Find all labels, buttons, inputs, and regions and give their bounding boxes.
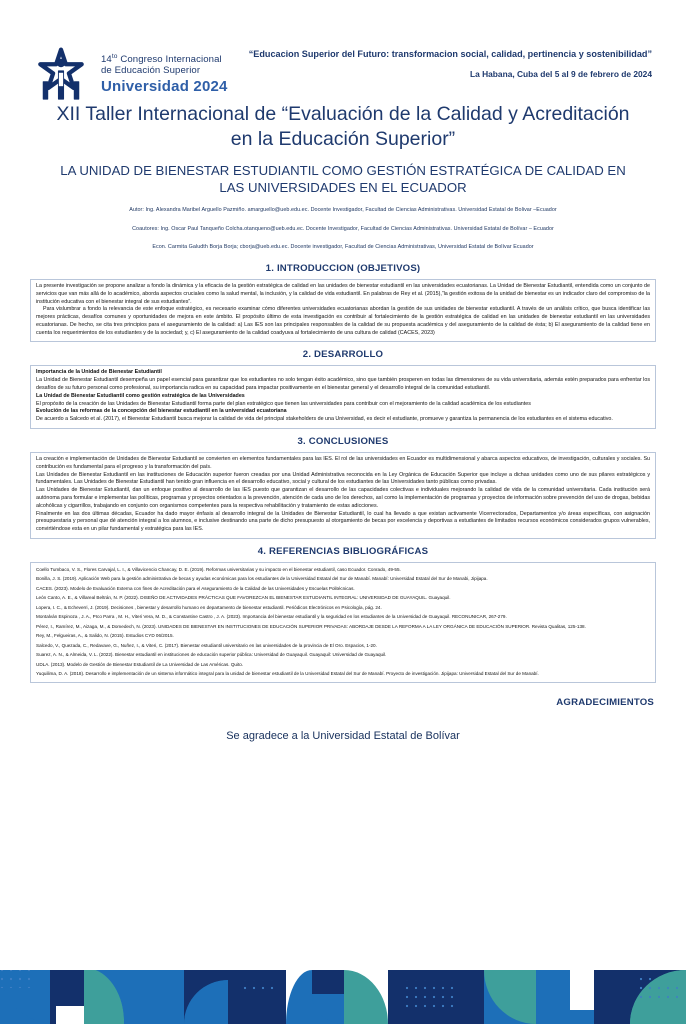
- acknowledgments-text: Se agradece a la Universidad Estatal de Bolívar: [226, 730, 460, 743]
- congress-place-date: La Habana, Cuba del 5 al 9 de febrero de 2024: [470, 69, 652, 80]
- development-body: La Unidad de Bienestar Estudiantil desempeña un papel esencial para garantizar que los estudiantes no solo tengan éxito académico, sino que también prosperen en todas las dimensiones de su vida universitaria, además estén preparados para enfrentar los desafíos de su futuro personal como profesional, su importancia radica en su capacidad para impactar positivamente en el bienestar general y el desarrollo integral de la comunidad estudiantil.: [36, 377, 650, 392]
- section-heading-introduction: 1. INTRODUCCION (OBJETIVOS): [265, 262, 421, 274]
- author-line: Econ. Carmita Galudth Borja Borja; cborja@ueb.edu.ec. Docente investigador, Facultad de Ciencias Administrativas, Universidad Estatal de Bolívar Ecuador: [152, 244, 534, 251]
- reference-item: Montalván Espinoza , J. A., PIco Parra , M. H., Viteri Vera, M. D., & Constantine Castro , J. A. (2023). Importancia del bienestar estudiantil y la seguridad en los estudiantes de la Universidad de Guayaquil. RECONUNICAR, 267-279.: [36, 614, 507, 620]
- congress-motto-block: [228, 46, 660, 79]
- reference-item: León Canto, A. E., & Villareal Beltrán, N. P. (2022). DISEÑO DE ACTIVIDADES PRÁCTICAS QUE FAVOREZCAN EL BIENESTAR ESTUDIANTIL INTEGRAL: UNIVERSIDAD DE GUAYAQUIL. Guayaquil.: [36, 595, 451, 601]
- reference-item: UDLA. (2013). Modelo de Gestión de Bienestar Estudiantil de La Universidad de Las Américas. Quito.: [36, 661, 244, 667]
- section-references: [0, 546, 686, 683]
- reference-item: Rey, M., Felgueiras, A., & Salido, N. (2015). Estudios CYD 06/2015.: [36, 633, 174, 639]
- conclusions-panel: [30, 452, 656, 539]
- poster-header: [0, 0, 686, 96]
- paper-title: LA UNIDAD DE BIENESTAR ESTUDIANTIL COMO GESTIÓN ESTRATÉGICA DE CALIDAD EN LAS UNIVERSIDADES EN EL ECUADOR: [60, 162, 626, 196]
- section-conclusions: [0, 436, 686, 539]
- congress-brand: [30, 46, 228, 102]
- reference-item: Yuquilima, D. A. (2018). Desarrollo e implementación de un sistema informático integral para la unidad de bienestar estudiantil de la Universidad Estatal del Sur de Manabí. Proyecto de investigación. Jipijapa: Universidad Estatal del Sur de Manabí.: [36, 671, 539, 677]
- development-panel: [30, 365, 656, 429]
- reference-item: Pérez, I., Ramírez, M., Aizaga, M., & Domedech, N. (2023). UNIDADES DE BIENESTAR EN INSTITUCIONES DE EDUCACIÓN SUPERIOR PRIVADAS: ABORDAJE DESDE LA REFORMA A LA LEY ORGÁNICA DE EDUCACIÓN SUPERIOR. Revista Qualitas, 125-138.: [36, 623, 586, 629]
- author-line: Coautores: Ing. Oscar Paul Tanqueño Colcha.otanqueno@ueb.edu.ec. Docente Investigador, Facultad de Ciencias Administrativas. Universidad Estatal de Bolívar – Ecuador: [132, 225, 554, 232]
- development-body: De acuerdo a Salcedo et al. (2017), el Bienestar Estudiantil busca mejorar la calidad de vida del principal stakeholders de una Universidad, es decir el estudiante, promueve y garantiza la permanencia de los estudiantes en el sistema educativo.: [36, 416, 613, 423]
- introduction-panel: [30, 279, 656, 343]
- section-heading-development: 2. DESARROLLO: [302, 349, 384, 361]
- section-development: [0, 349, 686, 429]
- conclusions-paragraph: Las Unidades de Bienestar Estudiantil en las instituciones de Educación superior fueron creadas por una Unidad Administrativa reconocida en la Ley Orgánica de Educación Superior que incluye a dichas unidades como uno de sus pilares estratégicos y fundamentales. Las Unidades de Bienestar Estudiantil han tenido gran influencia en el desarrollo educativo, social y cultural de los estudiantes de las Universidades tanto públicas como privadas.: [36, 471, 650, 486]
- workshop-title: XII Taller Internacional de “Evaluación de la Calidad y Acreditación en la Educación Superior”: [56, 103, 630, 150]
- star-person-logo-icon: [30, 46, 92, 102]
- reference-item: Salcedo, V., Quezada, C., Redavave, G., Nuñez, I., & Viteri, C. (2017). Bienestar estudiantil universitario en las universidades de la provincia de El Oro. Espacios, 1-20.: [36, 642, 377, 648]
- footer-decorative-band: [0, 950, 686, 1024]
- conclusions-paragraph: Las Unidades de Bienestar Estudiantil, dan un enfoque positivo al desarrollo de las IES puesto que garantizan el desarrollo de las capacidades colectivas e individuales mejorando la calidad de vida de la comunidad universitaria. Cada institución será autónoma para formular e implementar las políticas, programas y proyectos orientados a la prevención, atención de cada uno de los derechos, así como la implementación de programas y proyectos de información sobre prevención del uso de drogas, bebidas alcohólicas y cigarrillos, trabajando en conjunto con organismos competentes para la respectiva rehabilitación y tratamiento de estas adicciones.: [36, 487, 650, 509]
- reference-item: Suarez, A. N., & Almeida, V. L. (2022). Bienestar estudiantil en instituciones de educación superior pública: Universidad de Guayaquil. Guayaquil: Universidad de Guayaquil.: [36, 652, 387, 658]
- author-line: Autor: Ing. Alexandra Maribel Arguello Pazmiño. amarguello@ueb.edu.ec. Docente Investigador, Facultad de Ciencias Administrativas. Universidad Estatal de Bolivar –Ecuador: [129, 207, 557, 214]
- authors-block: [0, 196, 686, 252]
- introduction-paragraph: La presente investigación se propone analizar a fondo la dinámica y la eficacia de la gestión estratégica de calidad en las unidades de bienestar estudiantil en las universidades ecuatorianas. La Unidad de Bienestar Estudiantil, entendida como un conjunto de servicios que van más allá de lo académico, aborda aspectos cruciales como la salud mental, la inclusión, y la calidad de vida estudiantil. En palabras de Rey et al. (2015),“la gestión exitosa de la unidad de bienestar es un indicador claro del compromiso de la institución educativa con el bienestar integral de sus estudiantes”.: [36, 282, 650, 305]
- reference-item: Coello Tumbaco, V. S., Flores Carvajal, L. I., & Villavicencio Chancay, D. E. (2019). Reformas universitarias y su impacto en el bienestar estudiantil, caso Ecuador. Conrado, 49-55.: [36, 567, 401, 573]
- conclusions-paragraph: La creación e implementación de Unidades de Bienestar Estudiantil se convierten en elementos fundamentales para las IES. El rol de las universidades en Ecuador es multidimensional y abarca aspectos educativos, de investigación, culturales y sociales. Su contribución es fundamental para el progreso y la transformación del país.: [36, 456, 650, 470]
- section-heading-conclusions: 3. CONCLUSIONES: [297, 436, 389, 448]
- reference-item: Bonilla, J. S. (2019). Aplicación Web para la gestión administrativa de becas y ayudas económicas para los estudiantes de la Universidad Estatal del Sur de Manabí. Manabí: Universidad Estatal del Sur de Manabi, Jipijapa.: [36, 576, 488, 582]
- congress-motto: “Educacion Superior del Futuro: transformacion social, calidad, pertinencia y sostenibilidad”: [248, 49, 652, 59]
- conclusions-paragraph: Finalmente en las dos últimas décadas, Ecuador ha dado mayor énfasis al desarrollo integral de la Unidades de Bienestar Estudiantil, lo cual ha llevado a que existan activamente Vicerrectorados, Departamentos y/o áreas específicas, con asignación presupuestaria y personal que dé atención integral a los alumnos, e inclusive destinando una parte de dicho presupuesto al otorgamiento de becas por excelencia y deportivas a estudiantes de limitados recursos económicos considerados grupos vulnerables, convirtiéndose esta en un pilar fundamental y estratégica para las IES.: [36, 510, 650, 533]
- brand-year: Universidad 2024: [101, 77, 228, 95]
- brand-line-2: de Educación Superior: [101, 65, 201, 77]
- development-subtitle: Evolución de las reformas de la concepción del bienestar estudiantil en la universidad ecuatoriana: [36, 408, 287, 415]
- development-subtitle: Importancia de la Unidad de Bienestar Estudiantil: [36, 369, 162, 376]
- development-body: El propósito de la creación de las Unidades de Bienestar Estudiantil forma parte del plan estratégico que tienen las universidades para contribuir con el mejoramiento de la calidad académica de los estudiantes: [36, 400, 531, 407]
- development-subtitle: La Unidad de Bienestar Estudiantil como gestión estratégica de las Universidades: [36, 392, 245, 399]
- section-heading-references: 4. REFERENCIAS BIBLIOGRÁFICAS: [257, 546, 429, 558]
- reference-item: Lopera, I. C., & Echeverri, J. (2019). Decisiones , bienestar y desarrollo humano en departamento de bienestar estudiantil. Periódicos Electrónicos en Psicología, pág. 24.: [36, 604, 382, 610]
- brand-line-1: $14^{to}$ Congreso Internacional: [101, 53, 222, 66]
- references-panel: [30, 562, 656, 683]
- introduction-paragraph: Para vislumbrar a fondo la relevancia de este enfoque estratégico, es necesario examinar cómo diferentes universidades ecuatorianas abordan la gestión de sus unidades de bienestar estudiantil. A través de un análisis crítico, que busca identificar las mejores prácticas, desafíos comunes y oportunidades de mejora en este ámbito. El propósito último de esta investigación es contribuir al fortalecimiento de la gestión estratégica de calidad en las unidades de bienestar estudiantil en las universidades ecuatorianas. De hecho, se cita tres principios para el aseguramiento de la calidad: a) Las IES son las principales responsables de la calidad de su propuesta académica y del aseguramiento de la calidad de ésta; b) El aseguramiento de la calidad tiene en cuenta los requerimientos de los estudiantes y de la sociedad; y, c) El aseguramiento de la calidad coadyuva al fortalecimiento de una cultura de calidad (CACES, 2023): [36, 306, 650, 336]
- title-block: [0, 96, 686, 196]
- reference-item: CACES. (2023). Modelo de Evaluación Externa con fines de Acreditación para el Aseguramiento de la Calidad de las Universidades y Escuelas Politécnicas.: [36, 585, 355, 591]
- section-introduction: [0, 263, 686, 343]
- acknowledgments-heading: AGRADECIMIENTOS: [556, 697, 654, 709]
